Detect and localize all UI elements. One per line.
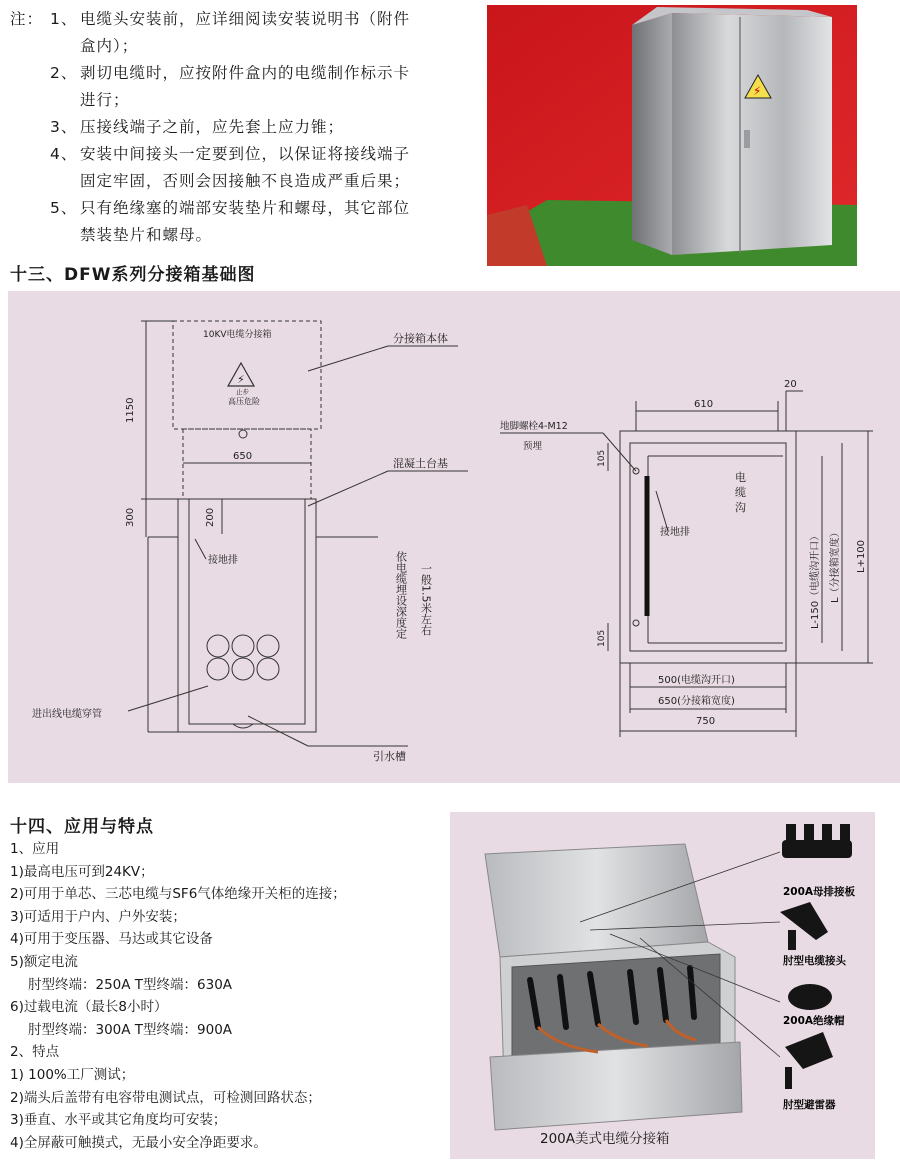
accessory-elbow-label: 肘型电缆接头 — [783, 955, 846, 967]
label-base: 混凝土台基 — [393, 457, 448, 470]
section13-title: 十三、DFW系列分接箱基础图 — [10, 265, 256, 285]
bolt-label-2: 预埋 — [523, 441, 543, 452]
dim-610: 610 — [694, 399, 714, 410]
trench-label-2: 缆 — [735, 486, 746, 499]
label-depth: 依电缆埋设深度定 — [394, 551, 408, 639]
accessory-arrester-label: 肘型避雷器 — [783, 1099, 836, 1111]
accessory-cap-label: 200A绝缘帽 — [783, 1015, 845, 1027]
features-list: 1、应用 1)最高电压可到24KV； 2)可用于单芯、三芯电缆与SF6气体绝缘开关柜的连接； 3)可适用于户内、户外安装； 4)可用于变压器、马达或其它设备 5)额定电流 肘型终端：250A T型终端：630A 6)过载电流（最长8小时） 肘型终端：300A T型终端：900A 2、特点 1) 100%工厂测试； 2)端头后盖带有电容带电测试点，可检测回路状态； 3)垂直、水平或其它角度均可安装； 4)全屏蔽可触摸式，无最小安全净距要求。 — [10, 841, 346, 1151]
label-pipe: 进出线电缆穿管 — [32, 709, 102, 720]
dim-l-100: L+100 — [856, 539, 867, 573]
lightning-icon: ⚡ — [237, 373, 245, 386]
label-approx: 一般1.5米左右 — [419, 563, 433, 636]
dim-l: L（分接箱宽度） — [830, 527, 841, 603]
label-drain: 引水槽 — [373, 750, 406, 763]
cabinet-photo — [487, 5, 857, 266]
dim-650-right: 650(分接箱宽度) — [658, 696, 735, 707]
note-item-2: 2、 剥切电缆时，应按附件盒内的电缆制作标示卡 — [50, 64, 411, 82]
dim-20: 20 — [784, 379, 797, 390]
note-item-1: 注： 1、 电缆头安装前，应详细阅读安装说明书（附件 — [10, 6, 480, 33]
trench-label-3: 沟 — [735, 501, 746, 514]
label-ground-right: 接地排 — [660, 527, 690, 538]
sign-text: 高压危险 — [228, 397, 260, 406]
svg-text:⚡: ⚡ — [753, 84, 762, 98]
product-caption: 200A美式电缆分接箱 — [540, 1131, 670, 1147]
label-body: 分接箱本体 — [393, 332, 448, 345]
note-item-4: 4、 安装中间接头一定要到位，以保证将接线端子 — [50, 145, 411, 163]
dim-200: 200 — [205, 507, 216, 527]
bolt-label: 地脚螺栓4-M12 — [500, 421, 568, 432]
dim-l-150: L-150（电缆沟开口） — [810, 530, 821, 629]
sign-small: 止步 — [236, 388, 249, 396]
installation-notes: 注： 1、 电缆头安装前，应详细阅读安装说明书（附件 盒内）； 2、 剥切电缆时，应按附件盒内的电缆制作标示卡 进行； 3、 压接线端子之前，应先套上应力锥； 4、 安装中间接头一定要到位，以保证将接线端子 固定牢固，否则会因接触不良造成严重后果； 5、 只有绝缘塞的端部安装垫片和螺母，其它部位 禁装垫片和螺母。 — [10, 6, 480, 249]
dim-500: 500(电缆沟开口) — [658, 675, 735, 686]
note-item-5: 5、 只有绝缘塞的端部安装垫片和螺母，其它部位 — [50, 199, 411, 217]
dim-750: 750 — [696, 716, 716, 727]
foundation-diagram — [8, 291, 900, 783]
product-panel — [450, 812, 875, 1159]
note-item-3: 3、 压接线端子之前，应先套上应力锥； — [50, 118, 345, 136]
label-ground-left: 接地排 — [208, 555, 238, 566]
notes-prefix: 注： — [10, 10, 44, 28]
trench-label-1: 电 — [735, 471, 746, 484]
dim-300: 300 — [125, 507, 136, 527]
dim-105-top: 105 — [597, 449, 607, 467]
section14-title: 十四、应用与特点 — [10, 817, 154, 837]
dim-1150: 1150 — [125, 397, 136, 423]
dim-105-bottom: 105 — [597, 629, 607, 647]
box-label: 10KV电缆分接箱 — [203, 330, 272, 340]
accessory-busbar-label: 200A母排接板 — [783, 886, 856, 898]
dim-650-left: 650 — [233, 451, 253, 462]
